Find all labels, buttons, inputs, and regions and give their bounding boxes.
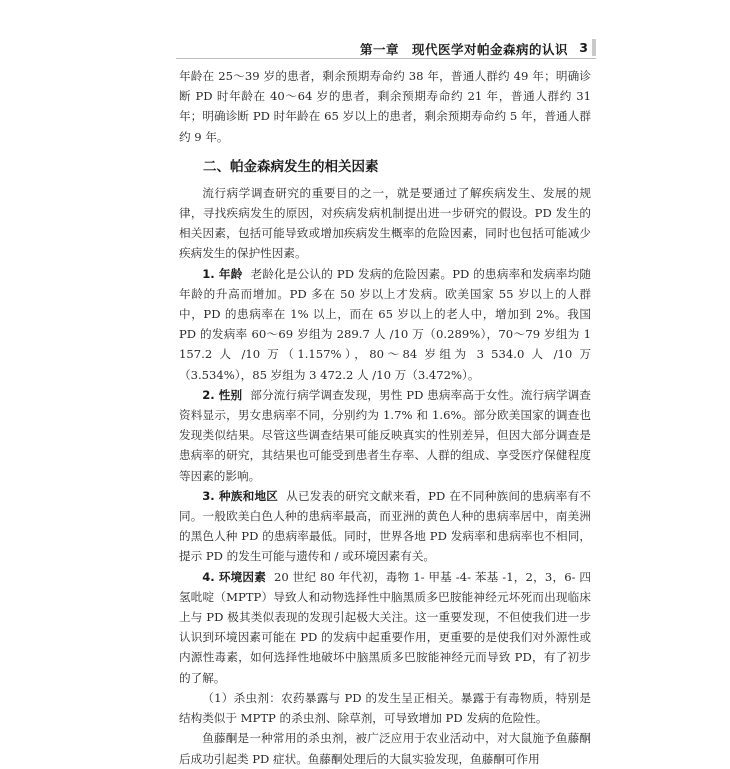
page-body	[179, 66, 591, 769]
chapter-title: 第一章 现代医学对帕金森病的认识	[359, 42, 568, 57]
factor-age-text: 老龄化是公认的 PD 发病的危险因素。PD 的患病率和发病率均随年龄的升高而增加。PD 多在 50 岁以上才发病。欧美国家 55 岁以上的人群中，PD 的患病率在 1% 以上，而在 65 岁以上的老人中，增加到 2%。我国 PD 的发病率 60～69 岁组为 289.7 人 /10 万（0.289%），70～79 岁组为 1 157.2 人 /10 万（1.157%），80～84 岁组为 3 534.0 人 /10 万（3.534%），85 岁组为 3 472.2 人 /10 万（3.472%）。	[179, 266, 591, 382]
section-intro-paragraph: 流行病学调查研究的重要目的之一，就是要通过了解疾病发生、发展的规律，寻找疾病发生的原因，对疾病发病机制提出进一步研究的假设。PD 发生的相关因素，包括可能导致或增加疾病发生概率的危险因素，同时也包括可能减少疾病发生的保护性因素。	[179, 185, 591, 261]
running-header	[176, 36, 596, 59]
factor-age-label: 1. 年龄	[202, 266, 243, 281]
pesticide-subitem-paragraph: （1）杀虫剂：农药暴露与 PD 的发生呈正相关。暴露于有毒物质，特别是结构类似于 MPTP 的杀虫剂、除草剂，可导致增加 PD 发病的危险性。	[179, 690, 591, 726]
section-heading: 二、帕金森病发生的相关因素	[203, 158, 379, 175]
factor-gender-text: 部分流行病学调查发现，男性 PD 患病率高于女性。流行病学调查资料显示，男女患病率不同，分别约为 1.7% 和 1.6%。部分欧美国家的调查也发现类似结果。尽管这些调查结果可能反映真实的性别差异，但因大部分调查是患病率的研究，其结果也可能受到患者生存率、人群的组成、享受医疗保健程度等因素的影响。	[179, 387, 591, 483]
page-number: 3	[579, 40, 588, 55]
intro-paragraph: 年龄在 25～39 岁的患者，剩余预期寿命约 38 年，普通人群约 49 年；明确诊断 PD 时年龄在 40～64 岁的患者，剩余预期寿命约 21 年，普通人群约 31 年；明确诊断 PD 时年龄在 65 岁以上的患者，剩余预期寿命约 5 年，普通人群约 9 年。	[179, 69, 591, 144]
header-accent-bar	[592, 39, 596, 56]
factor-gender-paragraph	[179, 385, 591, 486]
rotenone-paragraph: 鱼藤酮是一种常用的杀虫剂，被广泛应用于农业活动中，对大鼠施予鱼藤酮后成功引起类 PD 症状。鱼藤酮处理后的大鼠实验发现，鱼藤酮可作用	[179, 731, 591, 766]
factor-gender-label: 2. 性别	[202, 387, 243, 402]
factor-age-paragraph	[179, 264, 591, 385]
factor-race-region-text: 从已发表的研究文献来看，PD 在不同种族间的患病率有不同。一般欧美白色人种的患病率最高，而亚洲的黄色人种的患病率居中，南美洲的黑色人种 PD 的患病率最低。同时，世界各地 PD 发病率和患病率也不相同，提示 PD 的发生可能与遗传和 / 或环境因素有关。	[179, 488, 591, 564]
factor-environment-label: 4. 环境因素	[202, 569, 266, 584]
factor-race-region-paragraph	[179, 486, 591, 567]
factor-race-region-label: 3. 种族和地区	[202, 488, 279, 503]
factor-environment-paragraph	[179, 567, 591, 688]
factor-environment-text: 20 世纪 80 年代初，毒物 1- 甲基 -4- 苯基 -1，2，3，6- 四氢吡啶（MPTP）导致人和动物选择性中脑黑质多巴胺能神经元坏死而出现临床上与 PD 极其类似表现的发现引起极大关注。这一重要发现，不但使我们进一步认识到环境因素可能在 PD 的发病中起重要作用，更重要的是使我们对外源性或内源性毒素，如何选择性地破坏中脑黑质多巴胺能神经元而导致 PD，有了初步的了解。	[179, 569, 591, 685]
